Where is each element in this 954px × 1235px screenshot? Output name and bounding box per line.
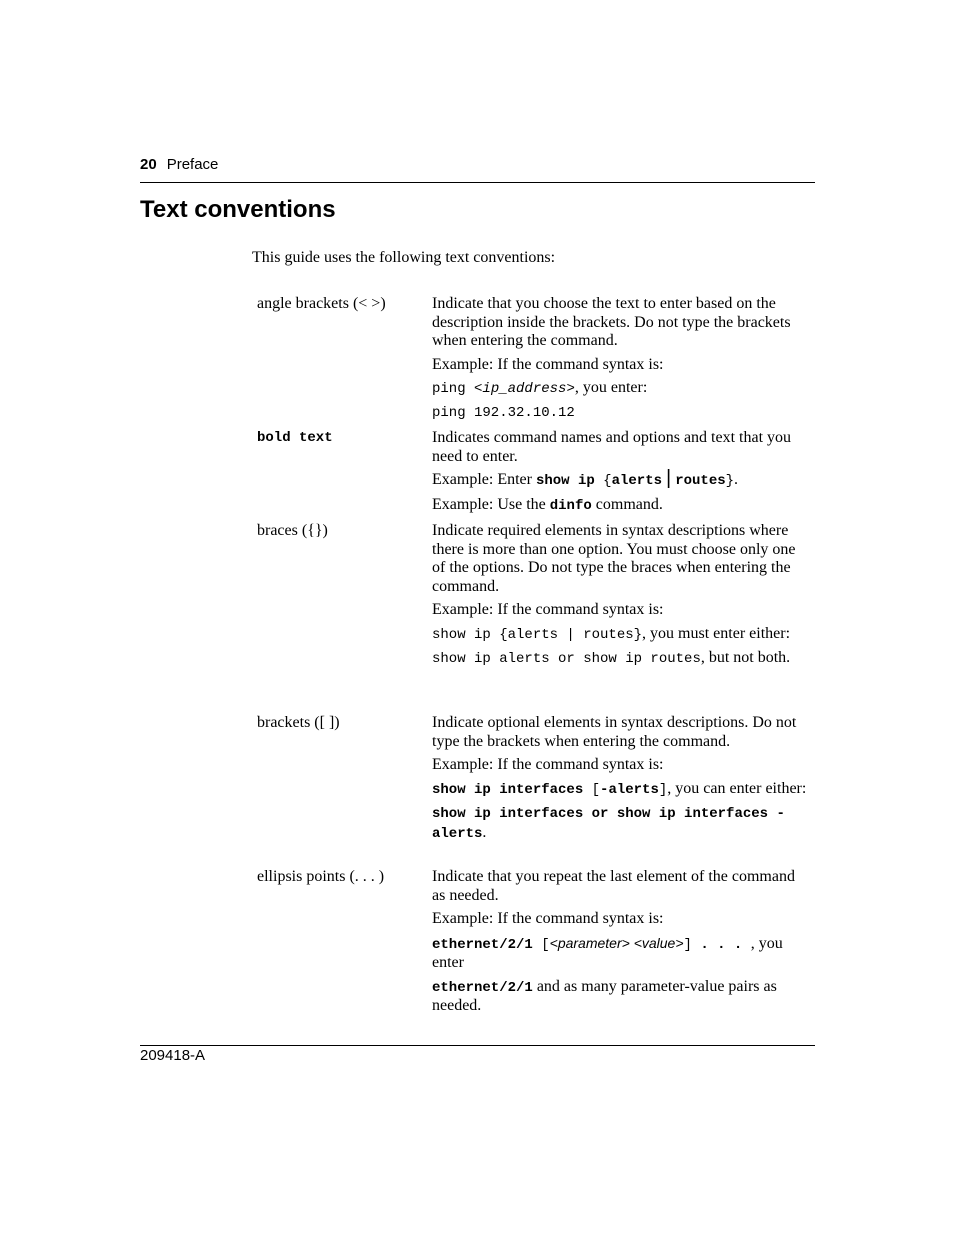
section-name: Preface [166, 156, 219, 173]
syntax-open: [ [532, 936, 550, 953]
syntax-command: ping < [432, 381, 483, 397]
syntax-close: ] [658, 781, 668, 798]
example-separator: | [666, 467, 672, 489]
syntax-option: -alerts [600, 781, 659, 798]
syntax-tail: , you must enter either: [642, 624, 791, 642]
description-text: Indicate that you choose the text to enter based on the description inside the brackets. Do not type the brackets when entering the command. [432, 295, 791, 349]
running-header [140, 156, 218, 173]
syntax-open: [ [583, 781, 601, 798]
term-description [432, 295, 812, 427]
syntax-variable: ip_address [482, 381, 567, 397]
example-label: Example: If the command syntax is: [432, 355, 664, 373]
example-command: dinfo [549, 497, 592, 514]
description-text: Indicate optional elements in syntax descriptions. Do not type the brackets when entering the command. [432, 714, 797, 750]
either-line [432, 804, 812, 843]
example-prefix: Example: Use the [432, 495, 550, 513]
page-number: 20 [140, 156, 157, 173]
example-label: Example: If the command syntax is: [432, 910, 664, 927]
syntax-tail: , you enter [432, 934, 783, 971]
example-label: Example: If the command syntax is: [432, 601, 664, 618]
term-label: bold text [257, 430, 333, 446]
syntax-line [432, 379, 812, 399]
syntax-tail: , you enter: [574, 379, 648, 396]
intro-text: This guide uses the following text conventions: [252, 249, 556, 266]
literal-line: ping 192.32.10.12 [432, 404, 575, 421]
syntax-line [432, 625, 812, 645]
syntax-command: show ip interfaces [432, 781, 584, 798]
either-tail: . [482, 823, 487, 841]
syntax-ellipsis: . . . [691, 936, 751, 953]
syntax-close: ] [683, 936, 692, 953]
syntax-command: ethernet/2/1 [432, 936, 533, 953]
description-text: Indicate that you repeat the last element of the command as needed. [432, 868, 795, 904]
term-label: brackets ([ ]) [257, 714, 340, 731]
syntax-command: show ip {alerts | routes} [432, 626, 643, 643]
description-text: Indicates command names and options and text that you need to enter. [432, 429, 792, 465]
result-line [432, 978, 812, 1016]
example-close: } [725, 473, 735, 489]
example-line [432, 496, 812, 516]
example-open: { [594, 473, 612, 489]
example-line [432, 467, 812, 491]
syntax-line [432, 934, 812, 973]
example-tail: command. [591, 495, 663, 513]
either-commands: show ip alerts or show ip routes [432, 651, 701, 667]
term-description [432, 868, 812, 1021]
example-command: show ip [535, 473, 595, 489]
header-rule [140, 182, 815, 183]
example-option: routes [675, 473, 726, 489]
syntax-tail: , you can enter either: [667, 779, 807, 797]
example-prefix: Example: Enter [432, 471, 536, 488]
result-command: ethernet/2/1 [432, 979, 533, 996]
either-line [432, 649, 812, 669]
description-text: Indicate required elements in syntax descriptions where there is more than one option. You must choose only one of the options. Do not type the braces when entering the command. [432, 522, 796, 595]
syntax-parameters: <parameter> <value> [549, 934, 684, 951]
example-label: Example: If the command syntax is: [432, 756, 664, 773]
page-title: Text conventions [140, 196, 336, 223]
syntax-line [432, 780, 812, 800]
result-tail: and as many parameter-value pairs as needed. [432, 977, 777, 1014]
term-description [432, 522, 812, 674]
syntax-close: > [566, 381, 575, 397]
example-tail: . [734, 471, 739, 488]
term-label: braces ({}) [257, 522, 328, 539]
either-tail: , but not both. [700, 649, 791, 666]
footer-rule [140, 1045, 815, 1046]
either-commands: show ip interfaces or show ip interfaces -alerts [432, 806, 785, 842]
term-label: angle brackets (< >) [257, 295, 386, 312]
term-label: ellipsis points (. . . ) [257, 868, 385, 885]
term-description [432, 429, 812, 520]
term-description [432, 714, 812, 848]
example-option: alerts [611, 473, 663, 489]
document-number: 209418-A [140, 1047, 206, 1064]
